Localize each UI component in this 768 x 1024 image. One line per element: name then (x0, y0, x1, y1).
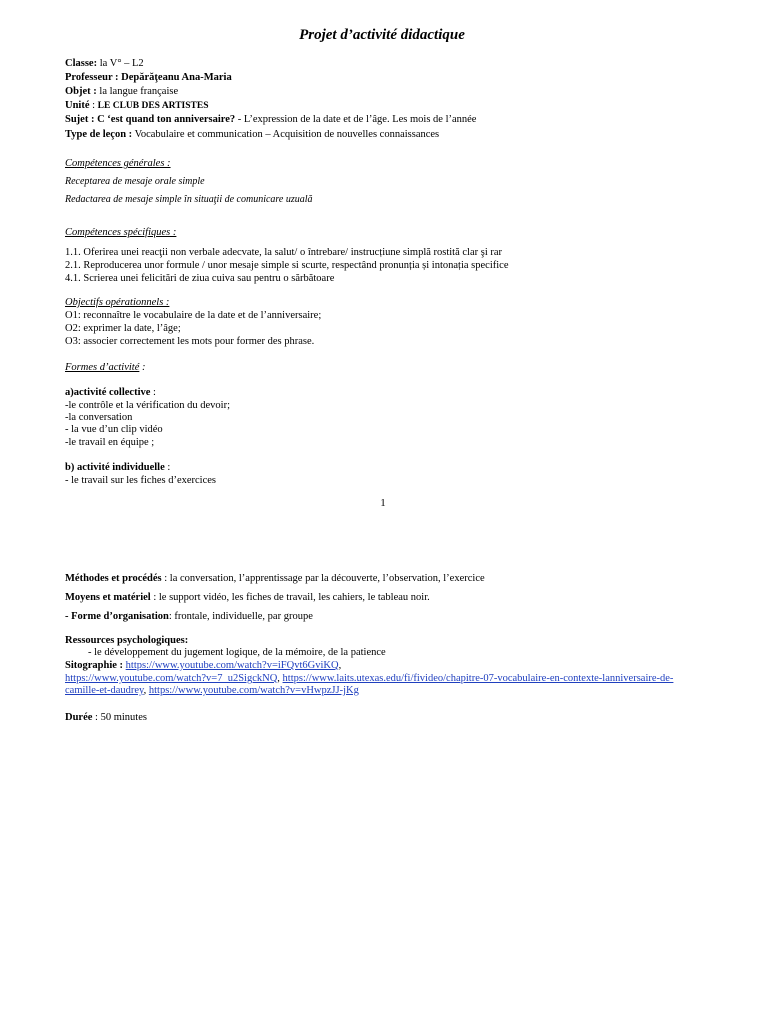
duree-line (65, 711, 147, 724)
competence-generale-item: Redactarea de mesaje simple în situaţii de comunicare uzuală (65, 194, 313, 205)
sitographie-line-3: camille-et-daudrey, https://www.youtube.com/watch?v=vHwpzJJ-jKg (65, 685, 359, 696)
moyens-line (65, 591, 430, 604)
professeur-line: Professeur : Depărăţeanu Ana-Maria (65, 72, 232, 83)
collective-suffix: : (150, 387, 156, 398)
competence-specifique-item: 4.1. Scrierea unei felicitări de ziua cuiva sau pentru o sărbătoare (65, 273, 335, 284)
objectif-item: O2: exprimer la date, l’âge; (65, 323, 181, 334)
sujet-label: Sujet : C ‘est quand ton anniversaire? (65, 114, 236, 125)
sujet-line (65, 113, 476, 126)
collective-heading-line (65, 386, 156, 399)
ressources-heading: Ressources psychologiques: (65, 635, 189, 646)
formes-heading: Formes d’activité (65, 362, 140, 373)
objet-line (65, 85, 178, 98)
forme-organisation-line (65, 610, 313, 623)
individuelle-suffix: : (164, 462, 171, 473)
forme-organisation-label: - Forme d’organisation (65, 611, 169, 622)
unite-sep: : (89, 100, 98, 111)
page-number: 1 (380, 497, 386, 509)
unite-line (65, 99, 208, 113)
sitographie-link[interactable]: https://www.youtube.com/watch?v=7_u2SigckNQ (65, 673, 278, 684)
sitographie-label: Sitographie : (65, 660, 124, 671)
methodes-line (65, 572, 485, 585)
competence-specifique-item: 1.1. Oferirea unei reacţii non verbale adecvate, la salut/ o întrebare/ instrucțiune simplă rostită clar şi rar (65, 247, 503, 258)
unite-value: LE CLUB DES ARTISTES (97, 101, 209, 111)
objectif-item: O3: associer correctement les mots pour former des phrase. (65, 336, 315, 347)
type-lecon-line (65, 128, 439, 141)
duree-label: Durée (65, 712, 93, 723)
methodes-value: : la conversation, l’apprentissage par la découverte, l’observation, l’exercice (161, 573, 485, 584)
competence-specifique-item: 2.1. Reproducerea unor formule / unor mesaje simple si scurte, respectând pronunția și intonația specifice (65, 260, 509, 271)
sujet-value: - L’expression de la date et de l’âge. Les mois de l’année (235, 114, 477, 125)
competence-generale-item: Receptarea de mesaje orale simple (65, 176, 205, 187)
sitographie-link-continuation[interactable]: camille-et-daudrey (65, 685, 144, 696)
methodes-label: Méthodes et procédés (65, 573, 162, 584)
objet-value: la langue française (96, 86, 179, 97)
competences-generales-heading: Compétences générales : (65, 158, 171, 169)
moyens-label: Moyens et matériel (65, 592, 151, 603)
classe-line (65, 57, 144, 70)
classe-label: Classe: (65, 58, 98, 69)
sitographie-line-2: https://www.youtube.com/watch?v=7_u2SigckNQ, https://www.laits.utexas.edu/fi/fivideo/chapitre-07-vocabulaire-en-contexte-lanniversaire-de- (65, 673, 674, 684)
collective-item: -la conversation (65, 412, 133, 423)
competences-specifiques-heading: Compétences spécifiques : (65, 227, 177, 238)
ressources-item: - le développement du jugement logique, de la mémoire, de la patience (88, 647, 386, 658)
type-lecon-label: Type de leçon : (65, 129, 133, 140)
sitographie-link[interactable]: https://www.laits.utexas.edu/fi/fivideo/chapitre-07-vocabulaire-en-contexte-lanniversaire-de- (282, 673, 674, 684)
formes-heading-suffix: : (139, 362, 146, 373)
duree-value: : 50 minutes (92, 712, 147, 723)
objet-label: Objet : (65, 86, 97, 97)
classe-value: la V° – L2 (97, 58, 144, 69)
sitographie-link[interactable]: https://www.youtube.com/watch?v=iFQvt6GviKQ (125, 660, 339, 671)
unite-label: Unité (65, 100, 90, 111)
collective-item: -le contrôle et la vérification du devoir; (65, 400, 231, 411)
individuelle-label: b) activité individuelle (65, 462, 165, 473)
type-lecon-value: Vocabulaire et communication – Acquisition de nouvelles connaissances (132, 129, 440, 140)
formes-heading-line (65, 361, 145, 374)
sitographie-line: Sitographie : https://www.youtube.com/watch?v=iFQvt6GviKQ, (65, 660, 342, 671)
collective-item: -le travail en équipe ; (65, 437, 155, 448)
sitographie-link[interactable]: https://www.youtube.com/watch?v=vHwpzJJ-jKg (148, 685, 359, 696)
page-title: Projet d’activité didactique (299, 27, 465, 43)
individuelle-heading-line (65, 461, 170, 474)
objectif-item: O1: reconnaître le vocabulaire de la date et de l’anniversaire; (65, 310, 322, 321)
objectifs-heading: Objectifs opérationnels : (65, 297, 170, 308)
collective-item: - la vue d’un clip vidéo (65, 424, 163, 435)
moyens-value: : le support vidéo, les fiches de travail, les cahiers, le tableau noir. (150, 592, 430, 603)
forme-organisation-value: : frontale, individuelle, par groupe (168, 611, 313, 622)
individuelle-item: - le travail sur les fiches d’exercices (65, 475, 217, 486)
collective-label: a)activité collective (65, 387, 151, 398)
